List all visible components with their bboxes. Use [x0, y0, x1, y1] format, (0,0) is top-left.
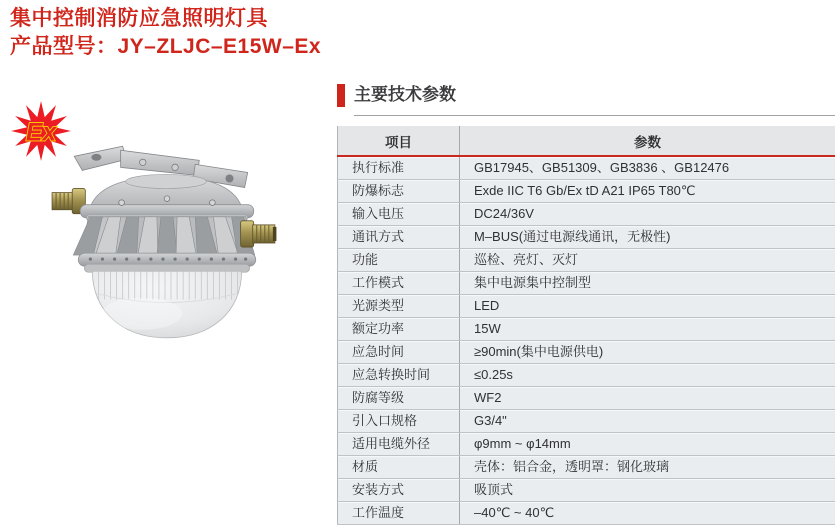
table-row: [338, 295, 836, 318]
bracket-hole-right: [225, 174, 233, 182]
heat-sink-body: [73, 217, 255, 255]
spec-item-label: 执行标准: [338, 156, 460, 180]
spec-item-label: 通讯方式: [338, 226, 460, 249]
table-row: [338, 272, 836, 295]
spec-item-label: 防腐等级: [338, 387, 460, 410]
spec-item-value: M–BUS(通过电源线通讯，无极性): [460, 226, 836, 249]
spec-item-value: GB17945、GB51309、GB3836 、GB12476: [460, 156, 836, 180]
table-row: [338, 318, 836, 341]
glass-dome: [92, 271, 241, 338]
column-header-item: 项目: [338, 126, 460, 156]
table-row: [338, 364, 836, 387]
page-title-block: [10, 5, 321, 61]
spec-item-label: 工作模式: [338, 272, 460, 295]
spec-item-value: WF2: [460, 387, 836, 410]
spec-item-value: 集中电源集中控制型: [460, 272, 836, 295]
spec-item-label: 安装方式: [338, 479, 460, 502]
column-header-param: 参数: [460, 126, 836, 156]
section-accent-bar: [337, 84, 345, 107]
spec-item-value: –40℃ ~ 40℃: [460, 502, 836, 525]
table-row: [338, 410, 836, 433]
page-title: 集中控制消防应急照明灯具: [10, 7, 268, 30]
spec-item-value: 壳体：铝合金，透明罩：钢化玻璃: [460, 456, 836, 479]
ex-badge-label: Ex: [25, 119, 57, 147]
table-row: [338, 156, 836, 180]
spec-item-label: 额定功率: [338, 318, 460, 341]
spec-item-label: 引入口规格: [338, 410, 460, 433]
spec-item-label: 功能: [338, 249, 460, 272]
spec-item-label: 输入电压: [338, 203, 460, 226]
spec-item-value: 15W: [460, 318, 836, 341]
spec-item-label: 材质: [338, 456, 460, 479]
bracket-hole-left: [91, 154, 101, 161]
spec-section: [337, 84, 835, 525]
table-row: [338, 456, 836, 479]
table-row: [338, 433, 836, 456]
lower-flange: [78, 253, 255, 272]
spec-item-value: ≥90min(集中电源供电): [460, 341, 836, 364]
spec-item-value: DC24/36V: [460, 203, 836, 226]
table-row: [338, 180, 836, 203]
spec-item-label: 光源类型: [338, 295, 460, 318]
spec-item-value: G3/4": [460, 410, 836, 433]
product-photo: [46, 140, 288, 342]
table-row: [338, 387, 836, 410]
product-model: 产品型号：JY–ZLJC–E15W–Ex: [10, 35, 322, 58]
table-row: [338, 341, 836, 364]
spec-item-label: 适用电缆外径: [338, 433, 460, 456]
table-row: [338, 226, 836, 249]
spec-table: [337, 126, 835, 525]
table-row: [338, 203, 836, 226]
cable-gland-right: [241, 221, 277, 247]
table-row: [338, 479, 836, 502]
table-header-row: [338, 126, 836, 156]
spec-item-label: 应急转换时间: [338, 364, 460, 387]
spec-item-value: ≤0.25s: [460, 364, 836, 387]
spec-item-value: Exde IIC T6 Gb/Ex tD A21 IP65 T80℃: [460, 180, 836, 203]
spec-item-label: 防爆标志: [338, 180, 460, 203]
table-row: [338, 249, 836, 272]
spec-item-value: 吸顶式: [460, 479, 836, 502]
spec-item-label: 应急时间: [338, 341, 460, 364]
spec-item-label: 工作温度: [338, 502, 460, 525]
spec-item-value: 巡检、亮灯、灭灯: [460, 249, 836, 272]
section-header: [337, 84, 835, 116]
section-title: 主要技术参数: [354, 84, 835, 116]
spec-item-value: φ9mm ~ φ14mm: [460, 433, 836, 456]
spec-item-value: LED: [460, 295, 836, 318]
table-row: [338, 502, 836, 525]
